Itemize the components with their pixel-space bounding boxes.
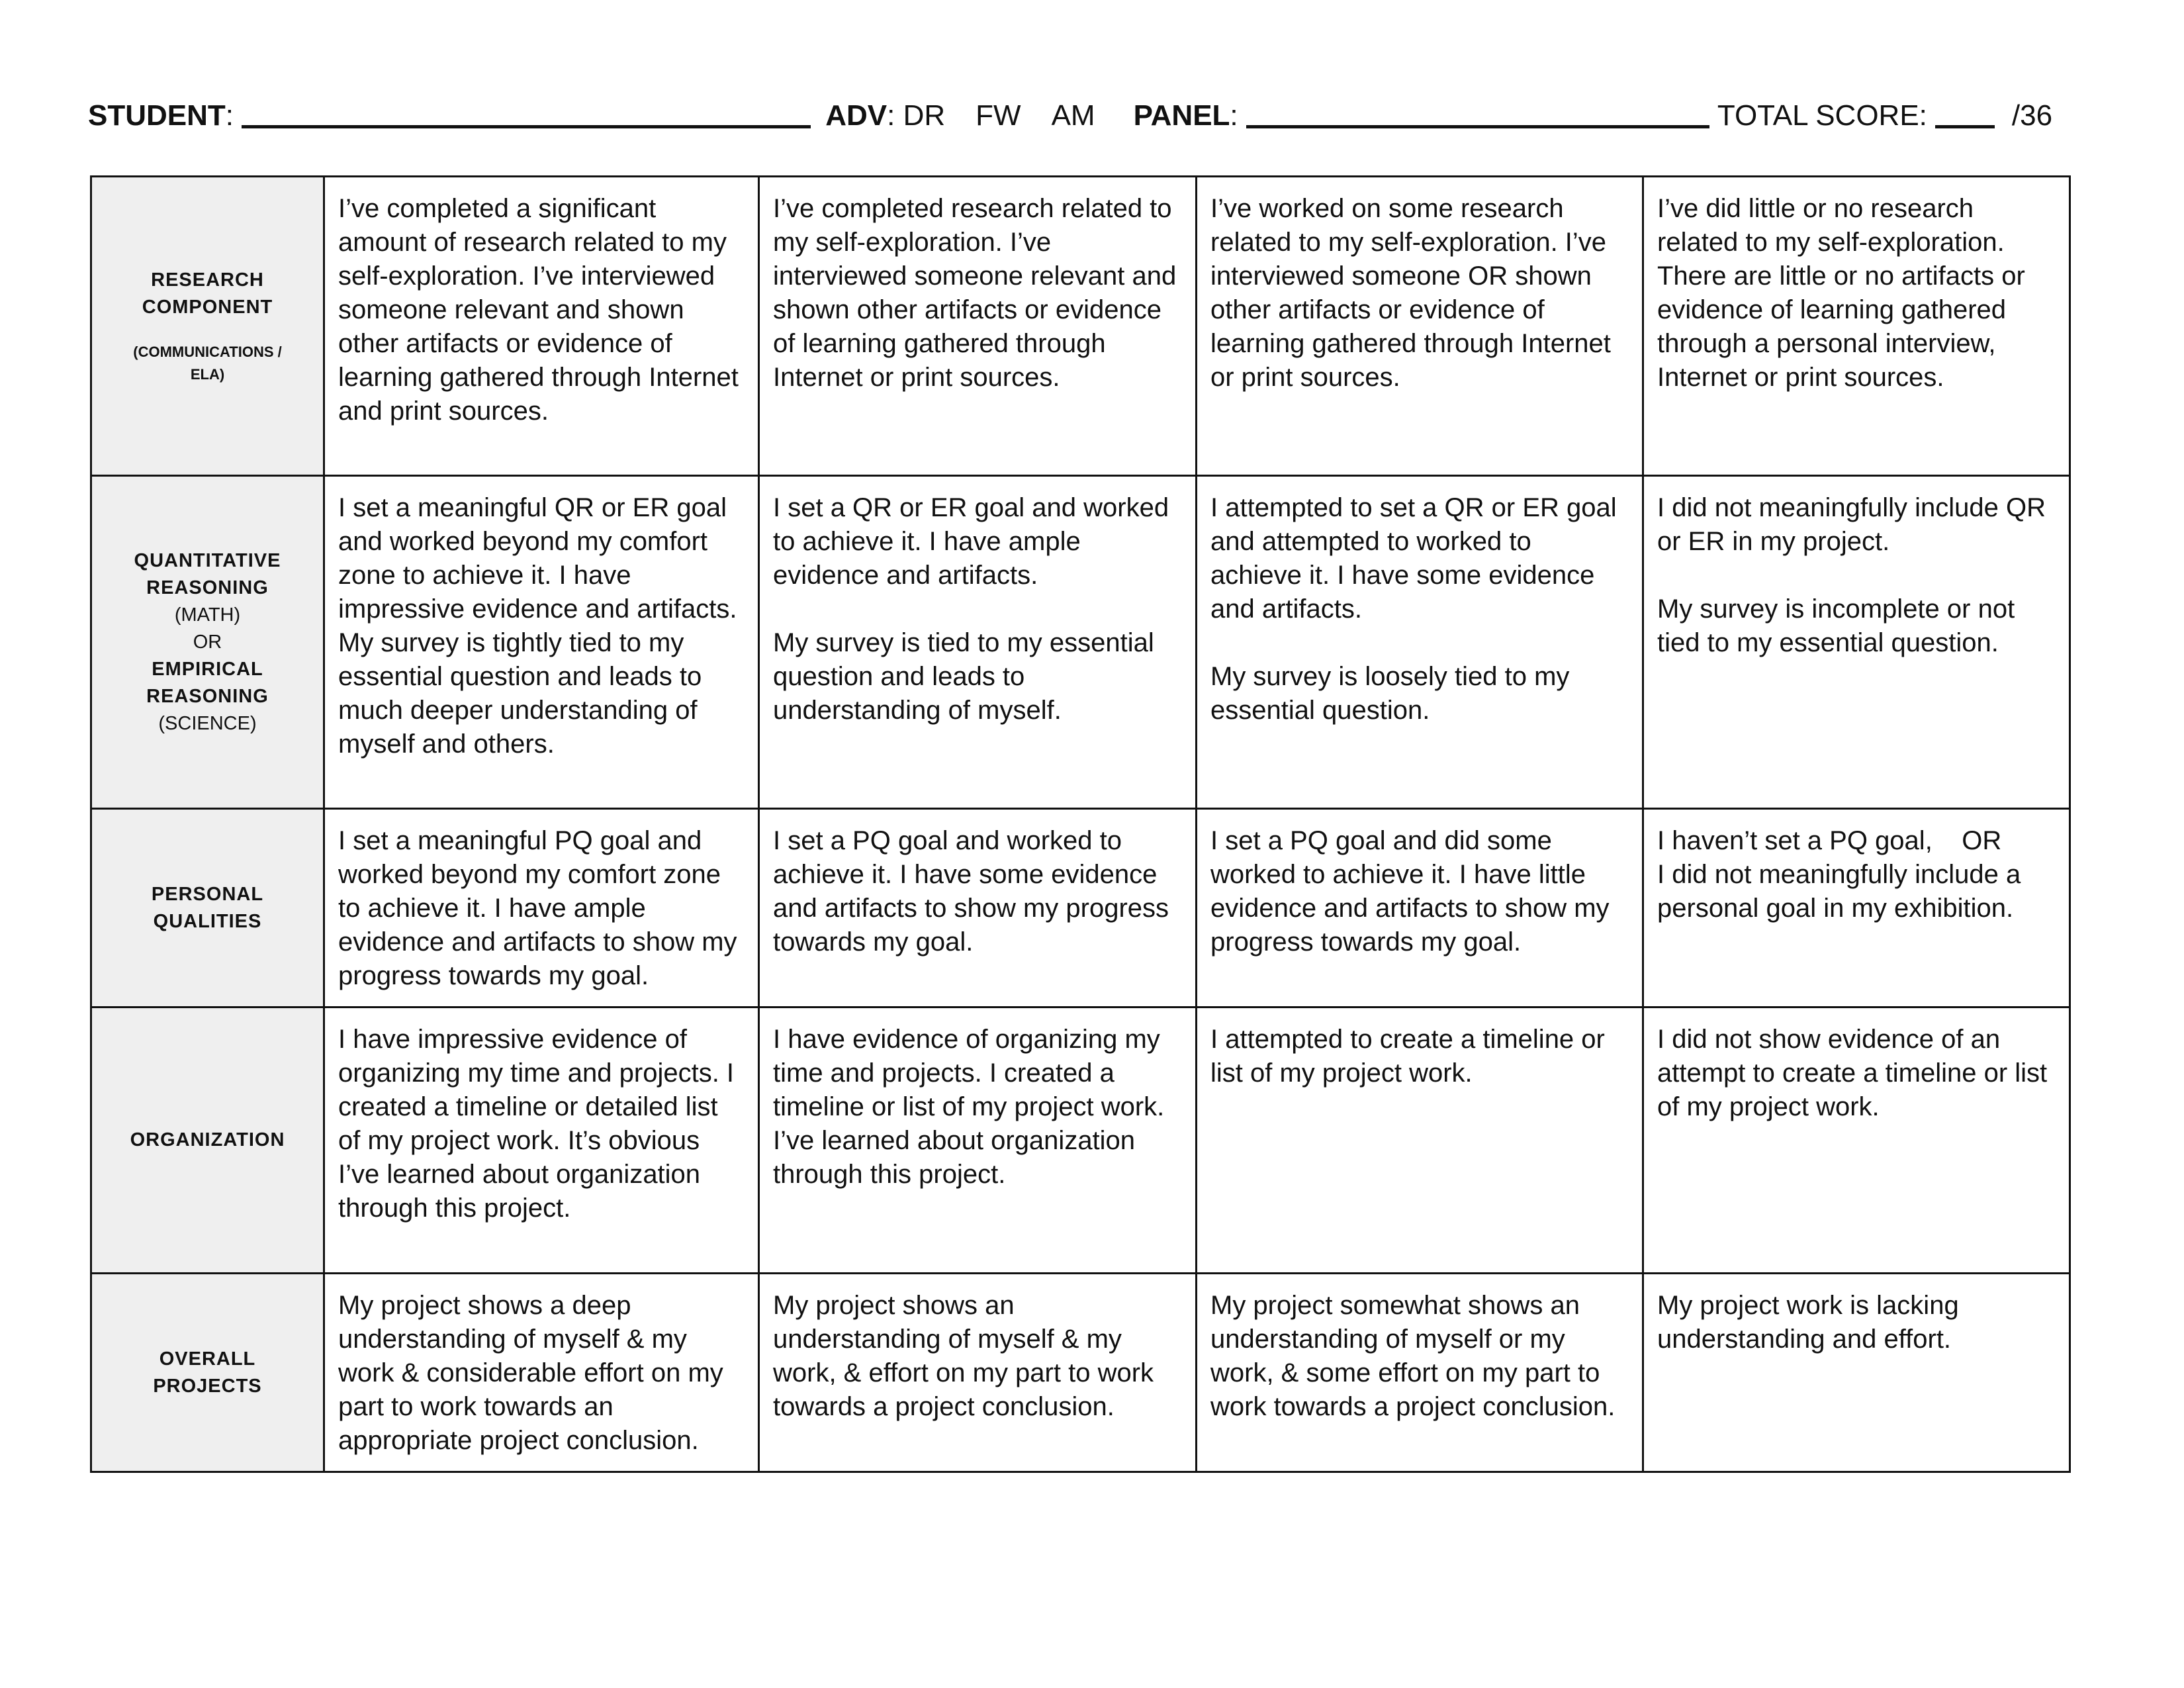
- rubric-cell: [1197, 177, 1643, 476]
- rubric-cell: [1643, 1274, 2070, 1472]
- adv-label: ADV: [825, 99, 887, 132]
- panel-names-blank[interactable]: [1246, 96, 1709, 128]
- cell-text: I have evidence of organizing my time and projects. I created a timeline or list of my project work. I’ve learned about organization through this project.: [773, 1025, 1165, 1189]
- cell-text: I attempted to set a QR or ER goal and attempted to worked to achieve it. I have some evidence and artifacts.: [1210, 493, 1617, 624]
- adv-option-fw[interactable]: FW: [976, 99, 1021, 132]
- rubric-cell: [1197, 1274, 1643, 1472]
- category-line: ORGANIZATION: [130, 1129, 285, 1150]
- total-score-label: TOTAL SCORE:: [1717, 99, 1927, 132]
- adv-colon: :: [887, 99, 903, 132]
- rubric-row-reasoning: [91, 476, 2070, 809]
- student-name-blank[interactable]: [242, 96, 811, 128]
- cell-text: I set a QR or ER goal and worked to achieve it. I have ample evidence and artifacts.: [773, 493, 1169, 590]
- cell-text: I haven’t set a PQ goal, OR: [1657, 826, 2002, 855]
- category-line: PERSONAL: [151, 883, 264, 905]
- cell-text: My project shows an understanding of myself & my work, & effort on my part to work towards a project conclusion.: [773, 1291, 1154, 1421]
- cell-text: I have impressive evidence of organizing my time and projects. I created a timeline or detailed list of my project work. It’s obvious I’ve learned about organization through this project.: [338, 1025, 735, 1223]
- rubric-cell: [759, 1008, 1197, 1274]
- cell-text: I’ve completed a significant amount of research related to my self-exploration. I’ve interviewed someone relevant and shown other artifacts or evidence of learning gathered through Internet and print sources.: [338, 194, 739, 426]
- category-line: REASONING: [146, 685, 269, 707]
- cell-text: My project somewhat shows an understanding of myself or my work, & some effort on my part to work towards a project conclusion.: [1210, 1291, 1615, 1421]
- adv-option-am[interactable]: AM: [1051, 99, 1095, 132]
- cell-text: I set a PQ goal and worked to achieve it. I have some evidence and artifacts to show my progress towards my goal.: [773, 826, 1169, 957]
- category-line: OR: [193, 631, 222, 653]
- rubric-cell: [1197, 476, 1643, 809]
- category-line: QUANTITATIVE: [134, 549, 281, 571]
- rubric-cell: [1643, 476, 2070, 809]
- category-organization: [91, 1008, 324, 1274]
- panel-label: PANEL: [1133, 99, 1230, 132]
- category-line: EMPIRICAL: [152, 658, 263, 680]
- cell-text: My project work is lacking understanding and effort.: [1657, 1291, 1959, 1354]
- cell-text: My survey is loosely tied to my essential question.: [1210, 662, 1570, 725]
- total-score-blank[interactable]: [1935, 96, 1995, 128]
- cell-text: I set a meaningful QR or ER goal and worked beyond my comfort zone to achieve it. I have impressive evidence and artifacts.: [338, 493, 737, 624]
- rubric-cell: [324, 809, 759, 1008]
- category-overall-projects: [91, 1274, 324, 1472]
- category-line: (SCIENCE): [158, 712, 257, 734]
- rubric-row-organization: [91, 1008, 2070, 1274]
- rubric-cell: [759, 177, 1197, 476]
- cell-text: I did not show evidence of an attempt to create a timeline or list of my project work.: [1657, 1025, 2048, 1121]
- category-line: (MATH): [174, 604, 241, 626]
- rubric-cell: [1643, 177, 2070, 476]
- cell-text: I attempted to create a timeline or list of my project work.: [1210, 1025, 1605, 1088]
- category-personal-qualities: [91, 809, 324, 1008]
- cell-text: I did not meaningfully include a personal goal in my exhibition.: [1657, 860, 2021, 923]
- category-subline: (COMMUNICATIONS /: [133, 343, 282, 360]
- rubric-cell: [1197, 809, 1643, 1008]
- rubric-cell: [759, 476, 1197, 809]
- cell-text: I set a PQ goal and did some worked to achieve it. I have little evidence and artifacts to show my progress towards my goal.: [1210, 826, 1610, 957]
- rubric-cell: [759, 809, 1197, 1008]
- category-line: OVERALL: [159, 1348, 256, 1370]
- category-line: QUALITIES: [153, 910, 262, 932]
- cell-text: I’ve completed research related to my self-exploration. I’ve interviewed someone relevant and shown other artifacts or evidence of learning gathered through Internet or print sources.: [773, 194, 1177, 392]
- header: [88, 90, 2073, 132]
- student-label: STUDENT: [88, 99, 226, 132]
- cell-text: My survey is tied to my essential question and leads to understanding of myself.: [773, 628, 1154, 725]
- rubric-cell: [1643, 809, 2070, 1008]
- cell-text: I did not meaningfully include QR or ER in my project.: [1657, 493, 2046, 556]
- rubric-cell: [324, 476, 759, 809]
- cell-text: I set a meaningful PQ goal and worked beyond my comfort zone to achieve it. I have ample evidence and artifacts to show my progress towards my goal.: [338, 826, 737, 990]
- category-line: PROJECTS: [153, 1375, 262, 1397]
- panel-colon: :: [1230, 99, 1246, 132]
- rubric-cell: [324, 177, 759, 476]
- rubric-cell: [1643, 1008, 2070, 1274]
- rubric-row-overall-projects: [91, 1274, 2070, 1472]
- category-line: COMPONENT: [142, 296, 273, 318]
- rubric-table: [90, 175, 2071, 1473]
- rubric-cell: [1197, 1008, 1643, 1274]
- cell-text: I’ve worked on some research related to my self-exploration. I’ve interviewed someone OR shown other artifacts or evidence of learning gathered through Internet or print sources.: [1210, 194, 1611, 392]
- rubric-row-research: [91, 177, 2070, 476]
- category-subline: ELA): [190, 365, 225, 383]
- cell-text: My survey is incomplete or not tied to my essential question.: [1657, 594, 2015, 657]
- rubric-cell: [759, 1274, 1197, 1472]
- category-quantitative-empirical-reasoning: [91, 476, 324, 809]
- total-score-max: /36: [2011, 99, 2053, 132]
- category-line: REASONING: [146, 577, 269, 598]
- adv-option-dr[interactable]: DR: [903, 99, 946, 132]
- cell-text: I’ve did little or no research related to my self-exploration. There are little or no artifacts or evidence of learning gathered through a personal interview, Internet or print sources.: [1657, 194, 2025, 392]
- rubric-row-personal-qualities: [91, 809, 2070, 1008]
- category-line: RESEARCH: [151, 269, 264, 291]
- cell-text: My survey is tightly tied to my essential question and leads to much deeper understanding of myself and others.: [338, 628, 702, 759]
- cell-text: My project shows a deep understanding of myself & my work & considerable effort on my part to work towards an appropriate project conclusion.: [338, 1291, 723, 1455]
- rubric-cell: [324, 1008, 759, 1274]
- student-colon: :: [225, 99, 242, 132]
- rubric-cell: [324, 1274, 759, 1472]
- category-research-component: [91, 177, 324, 476]
